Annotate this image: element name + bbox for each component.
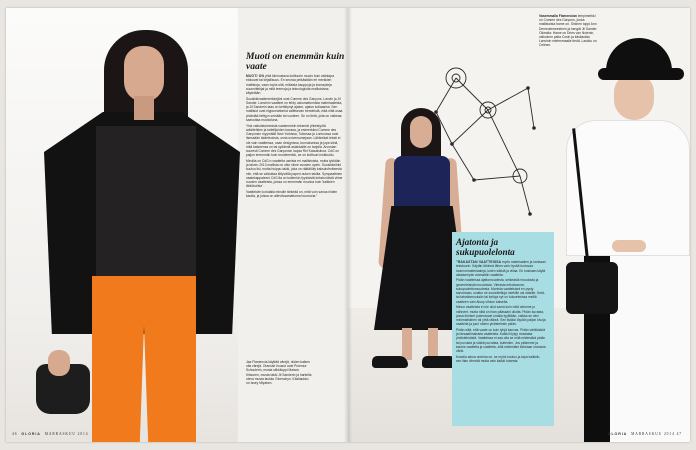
right-paragraph-1: ”RAKASTAN VAATTEISSA myös materiaalien ja kankaan tekstuurin. Käytän lähinnä lähes vain hyvää tuntuvaa luonnonmateriaaleja, kuten silkkiä ja villaa. En koskaan käytä aikaisempiin ammattiin vaatteita.: [456, 260, 546, 277]
right-folio-magazine: GLORIA: [607, 432, 628, 436]
right-page-number: 47: [676, 432, 682, 436]
left-headline: Muoti on enemmän kuin vaate: [246, 51, 345, 72]
left-paragraph-3: Yksi vaikuttavimmista vaatemerkin tekemät yhteistyötä arkkitehtien ja taiteilijoiden kanssa, ja esimerkiksi Comme des Garçonsin myymälät New Yorkissa, Tokiossa ja Lontoossa ovat itsessään taideteoksia, omia universumejaan. Lähikeikat teksti ei ole vain vaatteissa, vaan designissa, tunnuksessa ja jopa siinä, mitä katseensa on tai sydämiä asiakkaille on tarjolla. Arvostan suuresti Comme des Garçonsin luojaa Rei Kawakuboa. CdG on paljon enemmän kuin muotimerkki, se on kulttuuri-instituutio.: [246, 123, 341, 158]
model-arm: [612, 240, 646, 252]
left-folio-issue: MARRASKUU 2014: [44, 432, 89, 436]
left-folio: [12, 432, 88, 436]
left-folio-magazine: GLORIA: [21, 432, 41, 436]
navy-top: [394, 156, 450, 210]
right-caption-lead: Vasemmalla Flamencian: [539, 14, 577, 18]
right-paragraph-5: Kosella ainoa unelma on, se myös kuuluu ja tapa kaikkiin, sen liian vihreää mutta vain kaikki toisesta.: [456, 354, 541, 364]
left-page: [6, 8, 348, 442]
model-hand: [48, 350, 70, 376]
left-paragraph-1: MUOTI ON yhtä kiinnostava kulttuurin muoto kuin vaikkapa elokuvat tai kirjallisuus. En seuraa pelkästään eri merkkien mallistoja, vaan myös sitä, millaisia kauppoja ja konsepteja suunnittelijat ja mitä teemoja ja teknologioita mallistoissa käytetään.: [246, 74, 334, 95]
white-skirt-panel: [607, 246, 690, 442]
right-headline: Ajatonta ja sukupuolelonta: [456, 237, 515, 257]
right-photo-caption: Vasemmalla Flamencian lempimerkki on Comme des Garçons, jonka mallistoista hame on. Sininen toppi Ann Demeulemeesterin ja kengät Jil Sander. Oikealla: Hame on Dries van Notenin, valkoinen paita Cosin ja käsilaukku Lanvinin mielenmaalle tiedä. Laukku on Celinen.: [539, 14, 598, 48]
black-top: [96, 126, 196, 276]
left-paragraph-2: Suosikkivaatemerkkejäni ovat Comme des Garçons, Lanvin ja Jil Sander. Lanvinin vaatteet on tehty uskomattomista materiaaleista, ja Jil Sanderin taas on kehittynyt ajaton, ajaton kollaasina. Sen mallistot ovat riippumattomia vallitsevan trendeistä, eikä niitä osaa yhdistää tiettyyn seinään tai vuoteen. Se on tietä, joita on vaikeaa saavuttaa muotoiluna.: [246, 96, 343, 122]
left-paragraph-5: Vaatteiden kohdalla minulle tärkeää on, mitä voin sanoa niiden kautta, ja joissa on alleviivaamattoma huumoria.”: [246, 190, 338, 199]
hat-brim: [598, 68, 684, 80]
right-body-text: [456, 260, 546, 365]
magazine-spread: [6, 8, 690, 442]
spread-gutter: [344, 8, 352, 442]
model-face: [124, 46, 164, 102]
model-neck: [134, 96, 154, 120]
right-lead-in: ”RAKASTAN VAATTEISSA: [456, 260, 502, 264]
right-paragraph-2: Pidän vaatteissa ajattomuudesta, selkeästä muodosta ja geometrisistä muodoista. Vierasta erikoisarvon sukupuolettomuudesta. Monista vaatteistani en pysty sanomaan, ovatko ne suunniteltuja miehille vai naisille. Ketä- tai tahattomuuksiin tai kelloja nyt on kokoelmissa meillä vaatteen vain Alsop vihkon katseita.: [456, 278, 545, 304]
right-folio: [604, 432, 682, 436]
model-face: [614, 74, 654, 120]
left-lead-in: MUOTI ON: [246, 74, 265, 78]
left-photo-caption: Jaa Flamencia käyttää värejä, niiden kaiken olla värejä. Oranssit housut ovat Proenza Schoulerin, musta silkkitoppi Maison Kitsunen, musta takki Jil Sanderin ja harteilla oleva musta laukku Givenchyn. Käsilaukku on Issey Miyaken.: [246, 360, 312, 386]
model-face: [410, 116, 432, 148]
black-crossbody-bag: [566, 262, 618, 314]
right-folio-issue: MARRASKUU 2014: [631, 432, 675, 436]
left-page-number: 46: [12, 432, 18, 436]
right-page: [348, 8, 690, 442]
model-leg: [402, 328, 412, 360]
left-body-text: [246, 74, 343, 200]
right-paragraph-3: Minun vaatteista ei ole ollut sama kuin mitä olemme jo nähneet, mutta niitä on ihan päässäni ollutta. Pidän kuvasta, jossa ihmiset pukeutuvat omalla tyylillään, vaikka se olisi minimalistinen tai yhtä räikeä. Sen lisäksi löydän paljon kivoja vaatteita ja juuri niiden yhdistelmiin pidän.: [456, 305, 546, 327]
right-paragraph-4: Pidän siitä, että vaate on kuin tyhjä kanvas. Pidän värikkäistä ja ideaaalimaisista vaatteista. Kaikki löytyy mustasta yhdistelmästä. Vaatteissa ei saa olla se mitä mielestäni pidän tai puvusta ja väärä puvuttaa, kuitenkin, Jos pidämme ja kaunis vaatteita ja vaatteita, sillä mielestäni kirkkaan oranssia väriä.: [456, 327, 546, 354]
black-shoe: [372, 356, 408, 368]
left-paragraph-4: Meuilla on CdG:n vaatteita useista eri mallistoista, mutta tykkään ja talven 2013 mallista on ollut viime vuosien upein. Suosikkeihini kuuluu lisi, mutta huippu-takki, joka on räätälöity kaksoisfrotteesta niin, että se vaikuttaa liittyvältä paperi-nuken takilta. Sympaattinen vaatekappaleeni CdG:lla on kuitenkin fyysisistä keksinnöistä viime vuoden vaatteista, joissa on enemmän muotoa kuin 'kaikkien lähtökohtia' .: [246, 158, 343, 189]
